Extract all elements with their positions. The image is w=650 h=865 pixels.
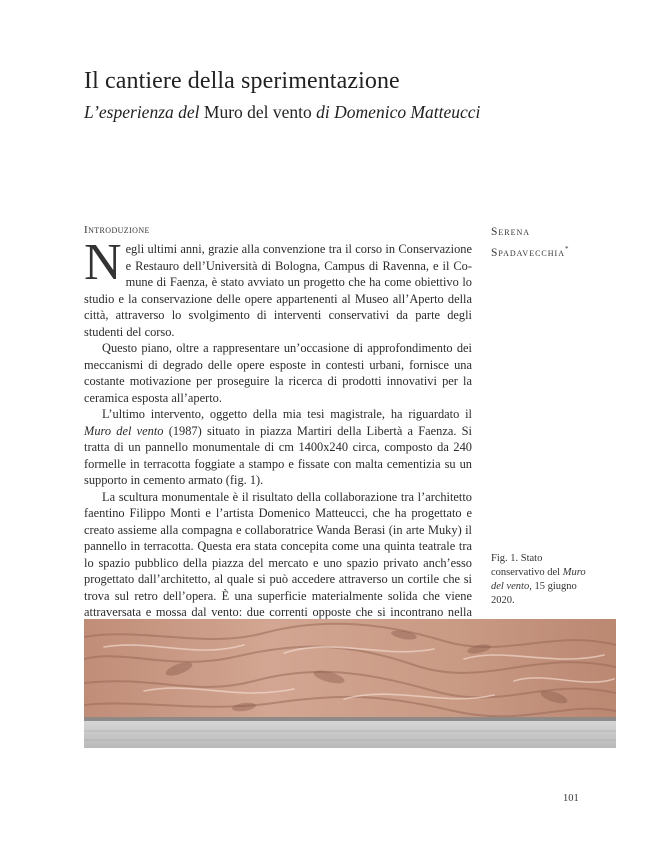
author-last-name: Spadavecchia [491, 246, 565, 259]
figure-photo-wall-relief [84, 619, 616, 748]
drop-cap: N [84, 234, 122, 291]
caption-italic: Muro del vento [491, 567, 586, 592]
article-body [84, 234, 472, 654]
author-last-name-line [491, 241, 569, 262]
subtitle-part-1: L’esperienza del [84, 102, 200, 122]
author-first-name: Serena [491, 226, 531, 238]
paragraph-2: Questo piano, oltre a rappresentare un’occasione di approfondimento dei meccanismi di degrado delle opere esposte in contesti urbani, fornisce una costante motivazione per proseguire la ricerca di prodotti innovativi per la ceramica esposta all’aperto. [84, 341, 472, 405]
paragraph-1 [84, 234, 472, 340]
section-heading: Introduzione [84, 224, 150, 236]
caption-part-1: Fig. 1. Stato conservativo del [491, 553, 563, 578]
paragraph-3 [84, 406, 472, 489]
paragraph-3-text-a: L’ultimo intervento, oggetto della mia tesi magistrale, ha riguardato il [102, 407, 472, 421]
figure-caption [491, 552, 591, 608]
terracotta-relief-image [84, 619, 616, 748]
chapter-subtitle [84, 102, 480, 123]
subtitle-part-2: Muro del vento [199, 102, 317, 122]
caption-part-2: , 15 giugno 2020. [491, 581, 577, 606]
author-footnote-mark: * [564, 245, 570, 253]
paragraph-1-text: egli ultimi anni, grazie alla convenzione tra il corso in Conservazione e Restauro dell’Università di Bologna, Campus di Ravenna, e il Comune di Faenza, è stato avviato un progetto che ha come obiettivo lo studio e la conservazione delle opere appartenenti al Museo all’Aperto della città, attraverso lo svolgimento di interventi conservativi da parte degli studenti del corso. [84, 242, 472, 339]
subtitle-part-3: di Domenico Matteucci [316, 102, 481, 122]
paragraph-4: La scultura monumentale è il risultato della collaborazione tra l’architetto faentino Filippo Monti e l’artista Domenico Matteucci, che ha progettato e creato assieme alla compagna e collaboratrice Wanda Berasi (in arte Muky) il pannello in terracotta. Questa era stata concepita come una quinta teatrale tra lo spazio pubblico della piazza del mercato e uno spazio privato anch’esso progettato dall’architetto, al quale si può accedere attraverso un cortile che si trova sul retro dell’opera. È una superficie materialmente solida che viene attraversata e mossa dal vento: due correnti opposte che si incontrano nella [84, 489, 472, 619]
paragraph-3-text-b: (1987) situato in piazza Martiri della Libertà a Faenza. Si tratta di un pannello monumentale di cm 1400x240 circa, composto da 240 formelle in terracotta foggiate a stampo e fissate con malta cementizia su un supporto in cemento armato (fig. 1). [84, 423, 472, 487]
chapter-title: Il cantiere della sperimentazione [84, 68, 400, 94]
author-name [491, 224, 569, 262]
paragraph-3-italic: Muro del vento [84, 423, 164, 438]
page-number: 101 [563, 793, 579, 804]
